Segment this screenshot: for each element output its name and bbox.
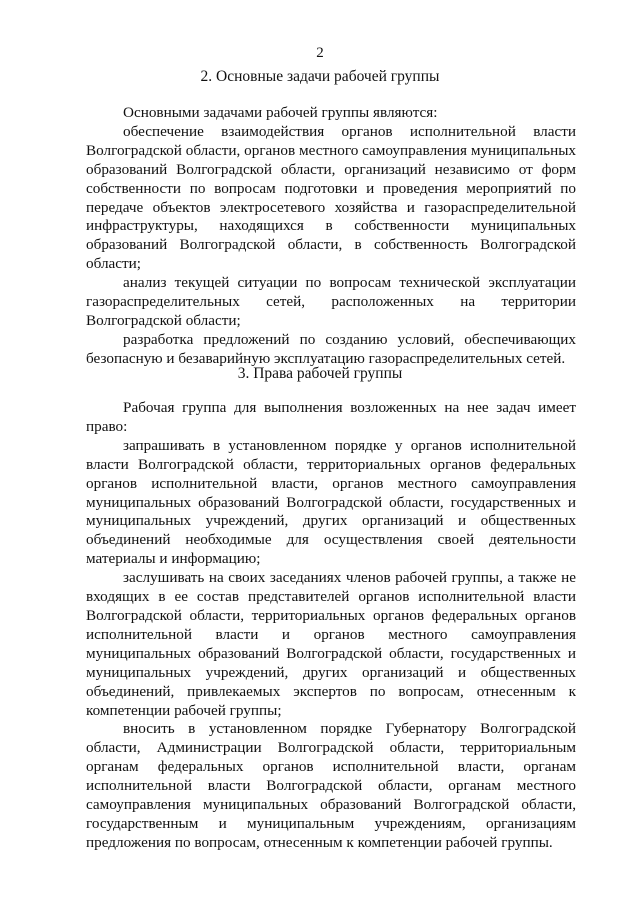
section-3-paragraph: запрашивать в установленном порядке у органов исполнительной власти Волгоградской области, территориальных органов федеральных органов исполнительной власти, органов местного самоуправления муниципальных образований Волгоградской области, государственных и муниципальных учреждений, других организаций и общественных объединений необходимые для осуществления своей деятельности материалы и информацию; (86, 436, 576, 568)
section-2-body (86, 104, 576, 369)
section-3-paragraph: вносить в установленном порядке Губернатору Волгоградской области, Администрации Волгоградской области, территориальным органам федеральных органов исполнительной власти, органам исполнительной власти Волгоградской области, органам местного самоуправления муниципальных образований Волгоградской области, государственным и муниципальным учреждениям, организациям предложения по вопросам, отнесенным к компетенции рабочей группы. (86, 720, 576, 851)
section-2-paragraph: обеспечение взаимодействия органов исполнительной власти Волгоградской области, органов местного самоуправления муниципальных образований Волгоградской области, организаций независимо от форм собственности по вопросам подготовки и проведения мероприятий по передаче объектов электросетевого хозяйства и газораспределительной инфраструктуры, находящихся в собственности муниципальных образований Волгоградской области, в собственность Волгоградской области; (86, 122, 576, 273)
section-2-paragraph: Основными задачами рабочей группы являются: (123, 104, 438, 121)
section-3-heading: 3. Права рабочей группы (237, 365, 403, 382)
section-3-body (86, 399, 576, 853)
section-2-paragraph: анализ текущей ситуации по вопросам технической эксплуатации газораспределительных сетей, расположенных на территории Волгоградской области; (86, 274, 576, 329)
section-2-heading: 2. Основные задачи рабочей группы (200, 68, 440, 85)
section-3-paragraph: Рабочая группа для выполнения возложенных на нее задач имеет право: (86, 399, 576, 435)
section-2-paragraph: разработка предложений по созданию условий, обеспечивающих безопасную и безаварийную эксплуатацию газораспределительных сетей. (86, 330, 576, 367)
page-number: 2 (316, 45, 324, 61)
section-3-paragraph: заслушивать на своих заседаниях членов рабочей группы, а также не входящих в ее состав представителей органов исполнительной власти Волгоградской области, территориальных органов федеральных органов исполнительной власти и органов местного самоуправления муниципальных образований Волгоградской области, государственных и муниципальных учреждений, других организаций и общественных объединений, привлекаемых экспертов по вопросам, отнесенным к компетенции рабочей группы; (86, 569, 576, 719)
